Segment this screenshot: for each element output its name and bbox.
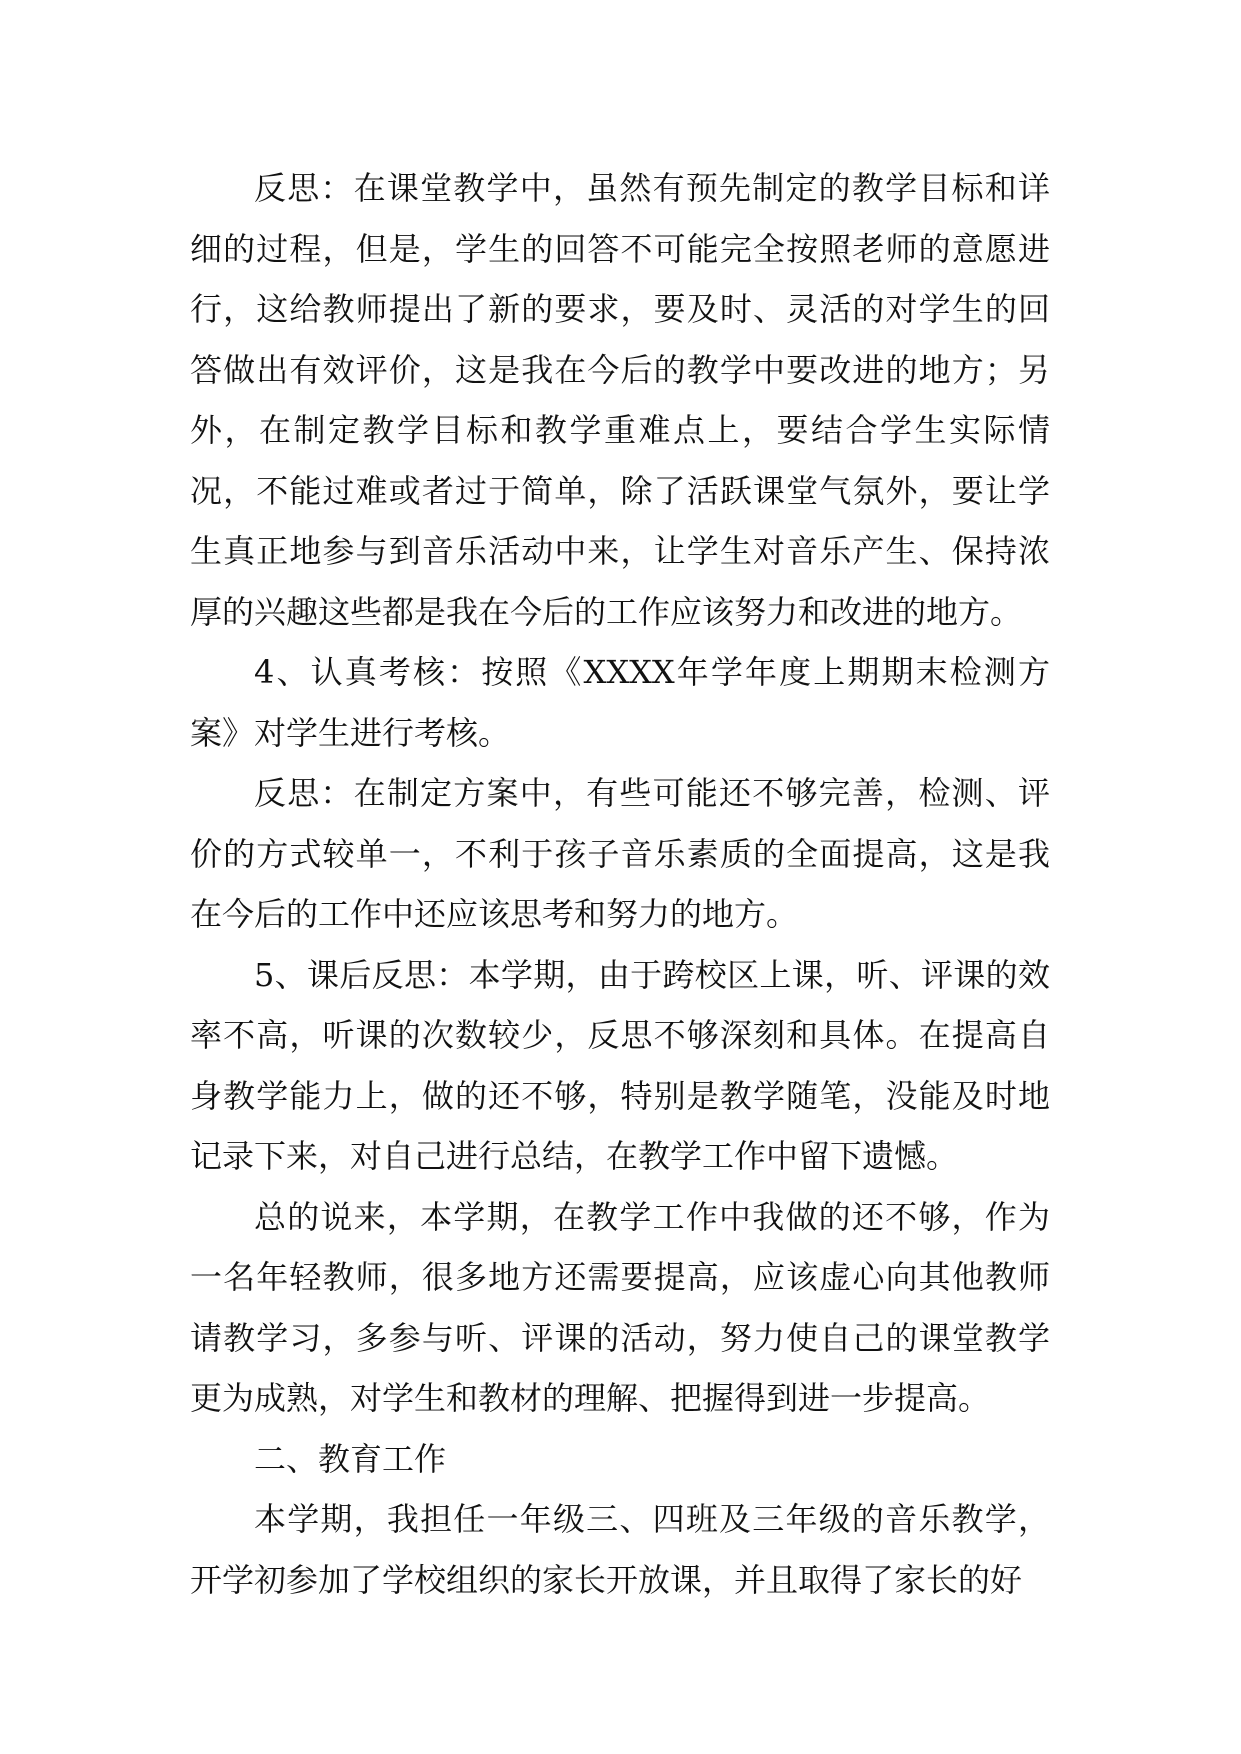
- paragraph-reflection-assessment: 反思：在制定方案中，有些可能还不够完善，检测、评价的方式较单一，不利于孩子音乐素质的全面提高，这是我在今后的工作中还应该思考和努力的地方。: [190, 774, 1050, 933]
- section-heading-education-work: 二、教育工作: [254, 1439, 447, 1478]
- paragraph-education-work: 本学期，我担任一年级三、四班及三年级的音乐教学，开学初参加了学校组织的家长开放课，并且取得了家长的好: [190, 1500, 1050, 1599]
- paragraph-reflection-classroom: 反思：在课堂教学中，虽然有预先制定的教学目标和详细的过程，但是，学生的回答不可能完全按照老师的意愿进行，这给教师提出了新的要求，要及时、灵活的对学生的回答做出有效评价，这是我在今后的教学中要改进的地方；另外，在制定教学目标和教学重难点上，要结合学生实际情况，不能过难或者过于简单，除了活跃课堂气氛外，要让学生真正地参与到音乐活动中来，让学生对音乐产生、保持浓厚的兴趣这些都是我在今后的工作应该努力和改进的地方。: [190, 169, 1050, 631]
- paragraph-after-class-reflection: 5、课后反思：本学期，由于跨校区上课，听、评课的效率不高，听课的次数较少，反思不够深刻和具体。在提高自身教学能力上，做的还不够，特别是教学随笔，没能及时地记录下来，对自己进行总结，在教学工作中留下遗憾。: [190, 955, 1050, 1175]
- paragraph-summary: 总的说来，本学期，在教学工作中我做的还不够，作为一名年轻教师，很多地方还需要提高，应该虚心向其他教师请教学习，多参与听、评课的活动，努力使自己的课堂教学更为成熟，对学生和教材的理解、把握得到进一步提高。: [190, 1197, 1050, 1417]
- document-body: [190, 158, 1050, 1610]
- paragraph-assessment: 4、认真考核：按照《XXXX年学年度上期期末检测方案》对学生进行考核。: [190, 653, 1050, 752]
